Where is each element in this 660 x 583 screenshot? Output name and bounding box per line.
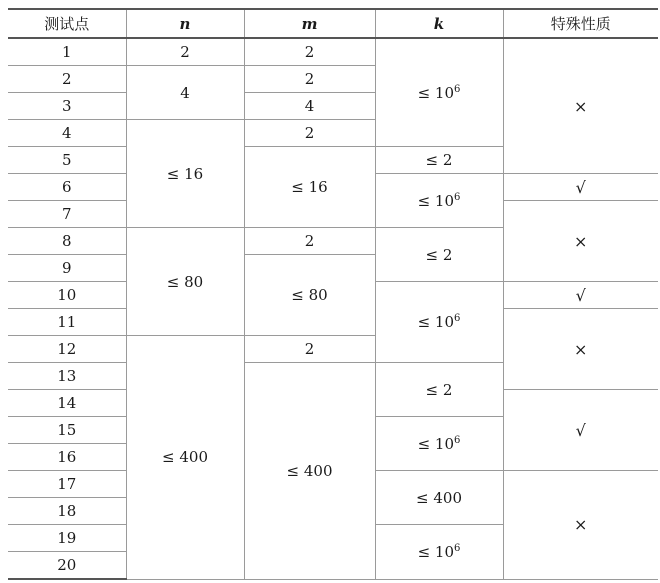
header-n: n [126,9,244,38]
k-value: ≤ 10 [417,191,455,210]
test-id: 15 [8,417,126,444]
n-cell: ≤ 16 [126,120,244,228]
test-id: 7 [8,201,126,228]
k-cell [375,282,503,363]
m-cell: 2 [244,336,375,363]
m-cell: ≤ 400 [244,363,375,580]
test-id: 8 [8,228,126,255]
test-id: 1 [8,38,126,66]
test-id: 16 [8,444,126,471]
k-value: ≤ 10 [417,542,455,561]
special-cell: √ [503,282,658,309]
k-cell: ≤ 2 [375,363,503,417]
test-id: 12 [8,336,126,363]
k-cell: ≤ 2 [375,147,503,174]
k-value: ≤ 10 [417,434,455,453]
n-cell: ≤ 400 [126,336,244,580]
special-cell: × [503,309,658,390]
test-id: 17 [8,471,126,498]
table-row [8,38,658,66]
k-cell [375,417,503,471]
special-cell: × [503,38,658,174]
test-id: 3 [8,93,126,120]
k-exponent: 6 [454,434,461,446]
constraints-table [8,8,658,580]
special-cell: √ [503,390,658,471]
header-special-property: 特殊性质 [503,9,658,38]
m-cell: ≤ 16 [244,147,375,228]
test-id: 10 [8,282,126,309]
k-cell: ≤ 2 [375,228,503,282]
test-id: 13 [8,363,126,390]
k-value: ≤ 10 [417,83,455,102]
k-exponent: 6 [454,191,461,203]
k-cell [375,174,503,228]
k-cell: ≤ 400 [375,471,503,525]
m-cell: 2 [244,66,375,93]
header-test-point: 测试点 [8,9,126,38]
n-cell: ≤ 80 [126,228,244,336]
n-cell: 4 [126,66,244,120]
k-exponent: 6 [454,313,461,324]
test-id: 5 [8,147,126,174]
m-cell: 4 [244,93,375,120]
test-id: 18 [8,498,126,525]
k-cell [375,38,503,147]
special-cell: √ [503,174,658,201]
test-id: 4 [8,120,126,147]
k-exponent: 6 [454,83,461,95]
special-cell: × [503,201,658,282]
header-m: m [244,9,375,38]
m-cell: 2 [244,38,375,66]
constraints-table-container [8,8,658,580]
test-id: 2 [8,66,126,93]
test-id: 6 [8,174,126,201]
header-row [8,9,658,38]
header-k: k [375,9,503,38]
test-id: 19 [8,525,126,552]
k-value: ≤ 10 [417,313,455,331]
n-cell: 2 [126,38,244,66]
m-cell: 2 [244,120,375,147]
test-id: 20 [8,552,126,580]
test-id: 11 [8,309,126,336]
k-exponent: 6 [454,542,461,554]
k-cell [375,525,503,580]
special-cell: × [503,471,658,580]
m-cell: ≤ 80 [244,255,375,336]
m-cell: 2 [244,228,375,255]
test-id: 9 [8,255,126,282]
test-id: 14 [8,390,126,417]
